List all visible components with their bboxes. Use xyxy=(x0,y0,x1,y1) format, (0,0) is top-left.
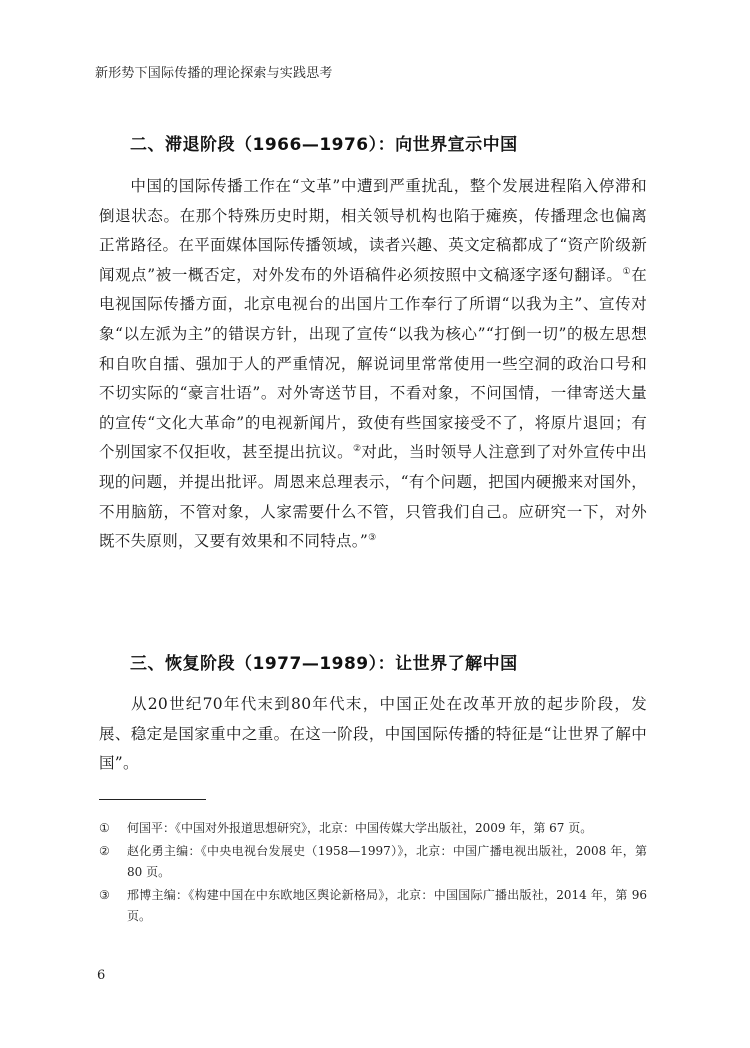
section-heading-recovery: 三、恢复阶段（1977—1989）：让世界了解中国 xyxy=(130,654,518,674)
footnote-text: 何国平：《中国对外报道思想研究》，北京：中国传媒大学出版社，2009 年，第 67 页。 xyxy=(127,821,593,835)
footnotes xyxy=(99,818,647,929)
footnote-item xyxy=(99,841,647,883)
footnote-item xyxy=(99,818,647,839)
paragraph-text: 从20世纪70年代末到80年代末，中国正处在改革开放的起步阶段，发展、稳定是国家重中之重。在这一阶段，中国国际传播的特征是“让世界了解中国”。 xyxy=(99,695,647,773)
footnote-mark: ② xyxy=(99,844,110,858)
footnote-ref-2[interactable]: ② xyxy=(352,444,362,455)
paragraph-text-part2: 在电视国际传播方面，北京电视台的出国片工作奉行了所谓“以我为主”、宣传对象“以左派为主”的错误方针，出现了宣传“以我为核心”“打倒一切”的极左思想和自吹自擂、强加于人的严重情况，解说词里常常使用一些空洞的政治口号和不切实际的“豪言壮语”。对外寄送节目，不看对象，不问国情，一律寄送大量的宣传“文化大革命”的电视新闻片，致使有些国家接受不了，将原片退回；有个别国家不仅拒收，甚至提出抗议。 xyxy=(99,265,648,462)
footnote-ref-1[interactable]: ① xyxy=(622,266,632,277)
footnote-text: 赵化勇主编：《中央电视台发展史（1958—1997）》，北京：中国广播电视出版社，2008 年，第 80 页。 xyxy=(127,844,647,879)
footnote-item xyxy=(99,885,647,927)
footnote-mark: ③ xyxy=(99,888,110,902)
footnote-text: 邢博主编：《构建中国在中东欧地区舆论新格局》，北京：中国国际广播出版社，2014 年，第 96 页。 xyxy=(127,888,647,923)
paragraph-recovery xyxy=(99,690,647,779)
footnote-divider xyxy=(99,799,206,800)
paragraph-text-part1: 中国的国际传播工作在“文革”中遭到严重扰乱，整个发展进程陷入停滞和倒退状态。在那个特殊历史时期，相关领导机构也陷于瘫痪，传播理念也偏离正常路径。在平面媒体国际传播领域，读者兴趣、英文定稿都成了“资产阶级新闻观点”被一概否定，对外发布的外语稿件必须按照中文稿逐字逐句翻译。 xyxy=(99,177,647,284)
section-heading-stagnation: 二、滞退阶段（1966—1976）：向世界宣示中国 xyxy=(130,135,518,155)
page-number: 6 xyxy=(97,968,106,983)
paragraph-text-part3: 对此，当时领导人注意到了对外宣传中出现的问题，并提出批评。周恩来总理表示，“有个问题，把国内硬搬来对国外，不用脑筋，不管对象，人家需要什么不管，只管我们自己。应研究一下，对外既不失原则，又要有效果和不同特点。” xyxy=(99,443,647,551)
paragraph-stagnation xyxy=(99,172,647,557)
footnote-mark: ① xyxy=(99,821,110,835)
footnote-ref-3[interactable]: ③ xyxy=(368,532,377,543)
running-header: 新形势下国际传播的理论探索与实践思考 xyxy=(95,66,333,81)
